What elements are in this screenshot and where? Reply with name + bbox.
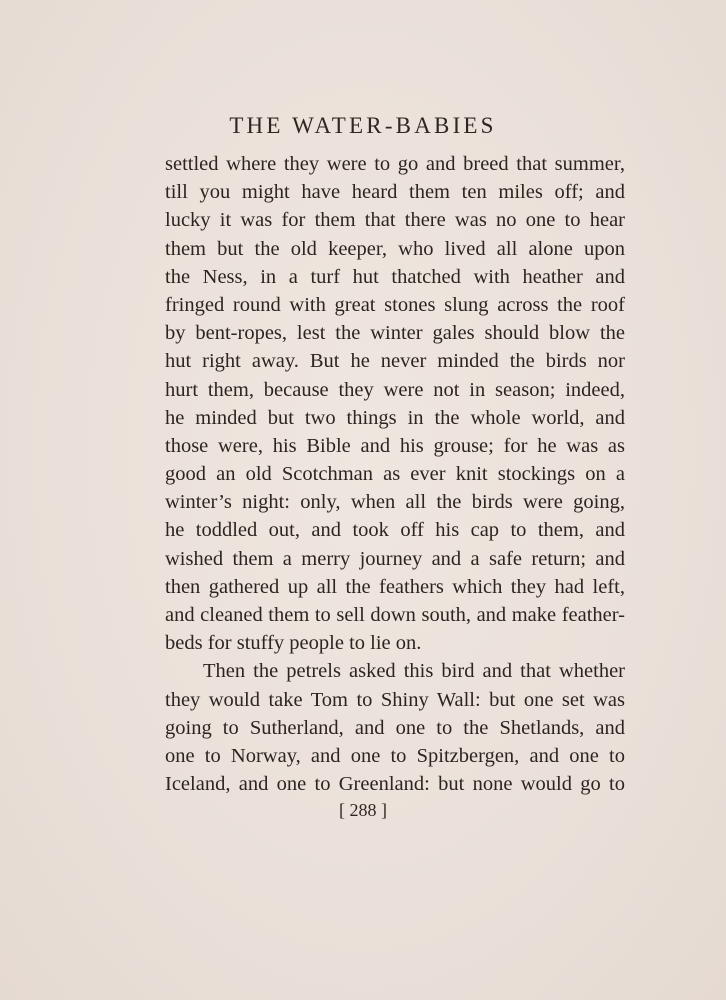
text-line: wished them a merry journey and a safe return; and — [165, 547, 625, 570]
text-line: till you might have heard them ten miles off; and — [165, 181, 625, 204]
text-line: and cleaned them to sell down south, and make feather- — [165, 604, 625, 626]
text-line: winter’s night: only, when all the birds were going, — [165, 491, 625, 514]
text-line: Iceland, and one to Greenland: but none would go to — [165, 773, 625, 796]
text-line: he toddled out, and took off his cap to them, and — [165, 519, 625, 542]
text-line: good an old Scotchman as ever knit stockings on a — [165, 463, 625, 486]
text-line: hut right away. But he never minded the birds nor — [165, 350, 625, 373]
text-line: then gathered up all the feathers which they had left, — [165, 575, 625, 598]
text-line: by bent-ropes, lest the winter gales should blow the — [165, 322, 625, 345]
paragraph — [165, 657, 625, 798]
text-line: lucky it was for them that there was no one to hear — [165, 209, 625, 232]
running-head: THE WATER-BABIES — [229, 113, 497, 138]
text-line: fringed round with great stones slung across the roof — [165, 293, 625, 316]
text-line: the Ness, in a turf hut thatched with heather and — [165, 265, 625, 288]
text-line: hurt them, because they were not in season; indeed, — [165, 378, 625, 401]
text-line: going to Sutherland, and one to the Shetlands, and — [165, 716, 625, 739]
page-number: [ 288 ] — [339, 800, 387, 820]
text-line: one to Norway, and one to Spitzbergen, and one to — [165, 744, 625, 767]
text-line: settled where they were to go and breed that summer, — [165, 153, 625, 175]
text-line: beds for stuffy people to lie on. — [165, 632, 422, 655]
text-line: Then the petrels asked this bird and that whether — [203, 660, 625, 683]
text-line: them but the old keeper, who lived all alone upon — [165, 237, 625, 260]
text-line: he minded but two things in the whole world, and — [165, 406, 625, 429]
text-line: they would take Tom to Shiny Wall: but one set was — [165, 688, 625, 711]
paragraph — [165, 150, 625, 657]
body-text — [165, 150, 625, 798]
text-line: those were, his Bible and his grouse; for he was as — [165, 434, 625, 457]
